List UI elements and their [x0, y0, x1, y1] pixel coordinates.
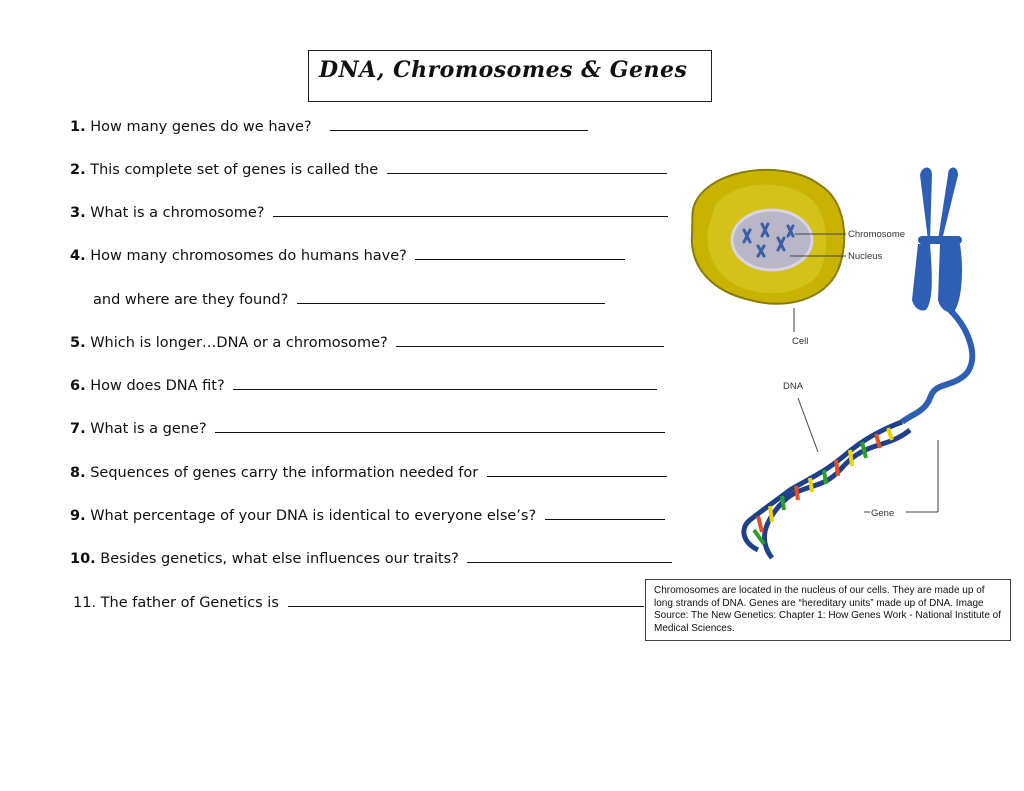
question-text: Which is longer…DNA or a chromosome?: [90, 335, 388, 351]
question-text: What is a chromosome?: [90, 205, 265, 221]
answer-blank[interactable]: [233, 375, 657, 390]
answer-blank[interactable]: [387, 159, 667, 174]
question-number: 10.: [70, 551, 96, 567]
question-text: and where are they found?: [93, 292, 289, 308]
answer-blank[interactable]: [215, 418, 665, 433]
question-text: How many genes do we have?: [90, 119, 312, 135]
question-number: 6.: [70, 378, 86, 394]
nucleus-label: Nucleus: [848, 251, 883, 262]
question-text: Sequences of genes carry the information needed for: [90, 465, 479, 481]
dna-label: DNA: [783, 381, 804, 392]
question-6: [70, 375, 657, 395]
answer-blank[interactable]: [396, 332, 664, 347]
page-title: DNA, Chromosomes & Genes: [319, 57, 688, 83]
answer-blank[interactable]: [288, 592, 644, 607]
cell-dna-illustration: [680, 160, 990, 570]
question-number: 9.: [70, 508, 86, 524]
question-number: 5.: [70, 335, 86, 351]
answer-blank[interactable]: [545, 505, 665, 520]
question-10: [70, 548, 672, 568]
question-number: 3.: [70, 205, 86, 221]
title-box: [308, 50, 712, 102]
question-number: 4.: [70, 248, 86, 264]
answer-blank[interactable]: [273, 202, 668, 217]
question-11: [73, 592, 644, 612]
question-5: [70, 332, 664, 352]
question-4: [70, 245, 625, 265]
cell-label: Cell: [792, 336, 809, 347]
question-text: Besides genetics, what else influences our traits?: [100, 551, 459, 567]
question-7: [70, 418, 665, 438]
question-text: What is a gene?: [90, 421, 207, 437]
question-text: What percentage of your DNA is identical to everyone else’s?: [90, 508, 537, 524]
question-text: How does DNA fit?: [90, 378, 225, 394]
answer-blank[interactable]: [467, 548, 672, 563]
answer-blank[interactable]: [415, 245, 625, 260]
question-4b: [93, 289, 605, 309]
answer-blank[interactable]: [330, 116, 588, 131]
question-number: 7.: [70, 421, 86, 437]
question-3: [70, 202, 668, 222]
chromosome-label: Chromosome: [848, 229, 906, 240]
question-text: The father of Genetics is: [100, 595, 279, 611]
gene-label: Gene: [871, 508, 895, 519]
question-number: 2.: [70, 162, 86, 178]
question-number: 8.: [70, 465, 86, 481]
question-8: [70, 462, 667, 482]
question-number: 11.: [73, 595, 97, 611]
answer-blank[interactable]: [297, 289, 605, 304]
dna-helix-illustration: [744, 422, 910, 558]
question-number: 1.: [70, 119, 86, 135]
question-1: [70, 116, 588, 136]
question-2: [70, 159, 667, 179]
chromosome-illustration: [902, 168, 972, 423]
cell-illustration: [692, 170, 844, 304]
answer-blank[interactable]: [487, 462, 667, 477]
image-caption: Chromosomes are located in the nucleus of our cells. They are made up of long strands of DNA. Genes are “hereditary units” made up of DNA. Image Source: The New Genetics: Chapter 1: How Genes Work - National Institute of Medical Sciences.: [645, 579, 1011, 641]
question-text: How many chromosomes do humans have?: [90, 248, 407, 264]
question-text: This complete set of genes is called the: [90, 162, 379, 178]
question-9: [70, 505, 665, 525]
